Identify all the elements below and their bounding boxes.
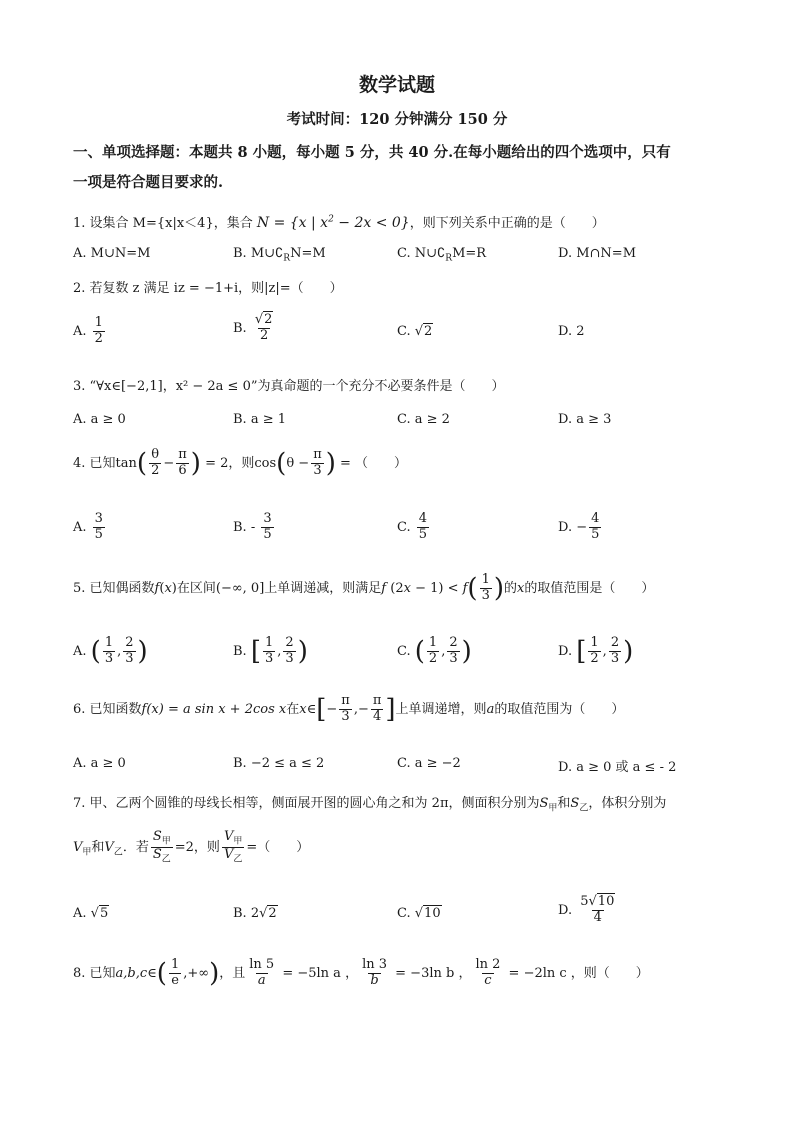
q4-option-c[interactable]: C. $\frac{4}{5}$	[397, 511, 428, 542]
q1-option-d[interactable]: D. M∩N=M	[558, 246, 637, 261]
q1-option-b[interactable]: B. $M\cup∁_RN=M$	[233, 246, 326, 264]
q3-option-c[interactable]: C. a ≥ 2	[397, 412, 450, 427]
q4-option-d[interactable]: D. − $\frac{4}{5}$	[558, 511, 600, 542]
section-heading-line1: 一、单项选择题：本题共 8 小题，每小题 5 分，共 40 分.在每小题给出的四个选项中，只有	[73, 144, 671, 161]
q7-option-c[interactable]: C. √10	[397, 906, 441, 921]
q5-option-c[interactable]: C. ( $\frac{1}{2}$ , $\frac{2}{3}$ )	[397, 635, 472, 667]
q4-option-a[interactable]: A. $\frac{3}{5}$	[73, 511, 103, 542]
question-6-stem: 6. 已知函数f(x) = a sin x + 2cos x在x∈[− $\frac{\pi}{3}$ ,− $\frac{\pi}{4}$ ]上单调递增，则a的取值范围为（ ）	[73, 693, 625, 725]
question-3-stem: 3. “∀x∈[−2,1]，x² − 2a ≤ 0”为真命题的一个充分不必要条件是（ ）	[73, 379, 505, 394]
q1-option-c[interactable]: C. $N\cup∁_RM=R$	[397, 246, 487, 264]
exam-info: 考试时间：120 分钟满分 150 分	[286, 111, 508, 128]
q7-option-d[interactable]: D. $\frac{5√10}{4}$	[558, 894, 615, 925]
question-1-stem: 1. 设集合 M={x|x＜4}，集合 N = {x | $x^2 - 2x < 0$}，则下列关系中正确的是（ ）	[73, 214, 605, 231]
q3-option-d[interactable]: D. a ≥ 3	[558, 412, 612, 427]
q2-option-c[interactable]: C. √2	[397, 324, 433, 339]
q5-option-d[interactable]: D. [ $\frac{1}{2}$ , $\frac{2}{3}$ )	[558, 635, 634, 667]
question-7-stem-line2: $V_甲$和$V_乙$．若 $\frac{S_甲}{S_乙}$ =2，则 $\frac{V_甲}{V_乙}$ =（ ）	[73, 829, 310, 865]
q2-option-a[interactable]: A. $\frac{1}{2}$	[73, 315, 103, 346]
q4-option-b[interactable]: B. - $\frac{3}{5}$	[233, 511, 272, 542]
q7-option-a[interactable]: A. √5	[73, 906, 109, 921]
question-5-stem: 5. 已知偶函数f(x)在区间(−∞, 0]上单调递减，则满足f (2x − 1) < f( $\frac{1}{3}$ )的x的取值范围是（ ）	[73, 572, 655, 604]
question-8-stem: 8. 已知a,b,c∈( $\frac{1}{e}$ ,+∞)，且 $\frac{\ln 5}{a}$ = −5ln a ， $\frac{\ln 3}{b}$ = −3ln b ， $\frac{\ln 2}{c}$ = −2ln c ，则（ ）	[73, 957, 649, 989]
question-4-stem: 4. 已知tan( $\frac{\theta}{2}$ − $\frac{\pi}{6}$ ) = 2，则cos(θ − $\frac{\pi}{3}$ ) = （ ）	[73, 447, 408, 479]
q6-option-b[interactable]: B. −2 ≤ a ≤ 2	[233, 756, 325, 771]
q6-option-a[interactable]: A. a ≥ 0	[73, 756, 126, 771]
page-title: 数学试题	[358, 74, 435, 96]
question-2-stem: 2. 若复数 z 满足 iz = −1+i，则|z|=（ ）	[73, 281, 343, 296]
q6-option-c[interactable]: C. a ≥ −2	[397, 756, 461, 771]
q2-option-d[interactable]: D. 2	[558, 324, 585, 339]
question-7-stem-line1: 7. 甲、乙两个圆锥的母线长相等，侧面展开图的圆心角之和为 2π，侧面积分别为$S_甲$和$S_乙$，体积分别为	[73, 796, 667, 814]
q3-option-b[interactable]: B. a ≥ 1	[233, 412, 286, 427]
q5-option-a[interactable]: A. ( $\frac{1}{3}$ , $\frac{2}{3}$ )	[73, 635, 148, 667]
q5-option-b[interactable]: B. [ $\frac{1}{3}$ , $\frac{2}{3}$ )	[233, 635, 308, 667]
q2-option-b[interactable]: B. $\frac{√2}{2}$	[233, 312, 273, 343]
section-heading-line2: 一项是符合题目要求的.	[73, 174, 224, 191]
q3-option-a[interactable]: A. a ≥ 0	[73, 412, 126, 427]
q7-option-b[interactable]: B. 2√2	[233, 906, 277, 921]
q6-option-d[interactable]: D. a ≥ 0 或 a ≤ - 2	[558, 760, 677, 775]
q1-option-a[interactable]: A. M∪N=M	[73, 246, 151, 261]
